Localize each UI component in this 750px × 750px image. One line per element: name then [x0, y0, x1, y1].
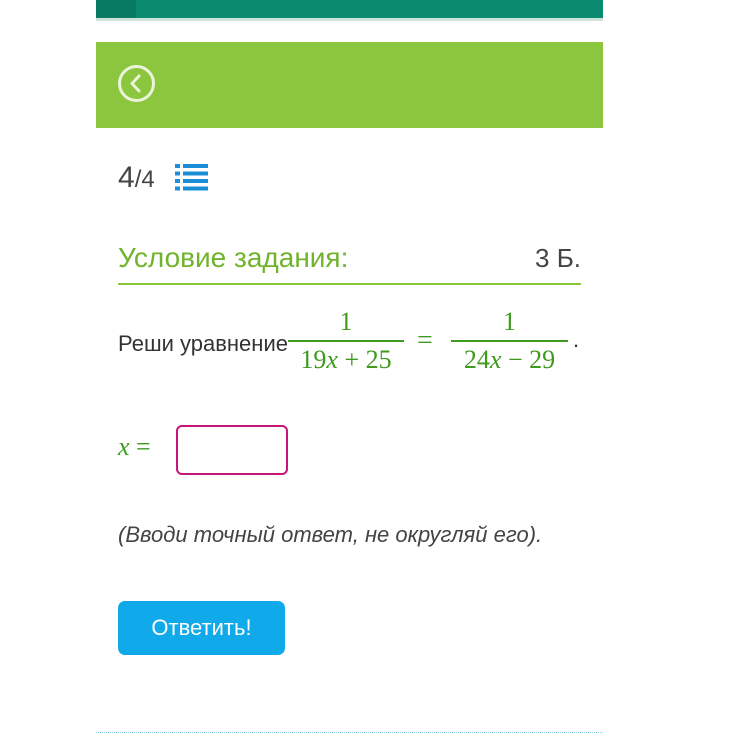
back-button[interactable]	[118, 65, 155, 102]
condition-points: 3 Б.	[535, 243, 581, 273]
answer-input[interactable]	[176, 425, 288, 475]
task-card	[96, 0, 603, 750]
progress-separator: /	[134, 166, 142, 193]
answer-label	[118, 432, 151, 462]
bottom-divider	[96, 732, 603, 733]
list-icon[interactable]	[175, 163, 208, 191]
progress-current: 4	[118, 161, 135, 194]
top-strip	[96, 0, 603, 21]
progress-total: 4	[141, 166, 155, 193]
chevron-left-icon	[127, 74, 146, 93]
problem-text: Реши уравнение	[118, 331, 288, 356]
fraction-right-bar	[451, 340, 568, 342]
fraction-left-numerator: 1	[339, 307, 353, 336]
equals-sign: =	[417, 325, 433, 356]
answer-equals: =	[136, 432, 151, 461]
submit-button[interactable]: Ответить!	[118, 601, 285, 655]
fraction-left-bar	[288, 340, 404, 342]
top-strip-fold	[96, 0, 136, 18]
task-progress	[118, 160, 155, 198]
condition-title: Условие задания:	[118, 242, 349, 273]
problem-statement	[118, 305, 588, 385]
answer-variable: x	[118, 432, 130, 461]
condition-header	[118, 240, 581, 285]
hint-text: (Вводи точный ответ, не округляй его).	[118, 522, 543, 547]
fraction-right-numerator: 1	[503, 307, 516, 336]
problem-period: .	[573, 327, 580, 352]
task-header	[96, 42, 603, 128]
fraction-left	[288, 305, 404, 377]
fraction-right-denominator: 24x − 29	[463, 345, 556, 374]
fraction-right	[451, 305, 568, 377]
fraction-left-denominator: 19x + 25	[300, 345, 392, 374]
